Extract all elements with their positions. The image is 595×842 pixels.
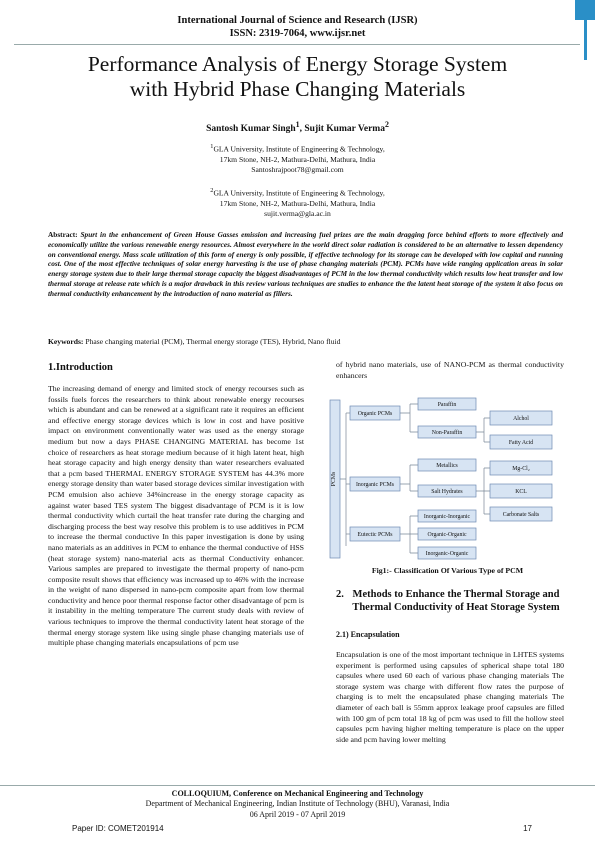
conference-dates: 06 April 2019 - 07 April 2019 (249, 809, 346, 819)
affiliation-1-email: Santoshrajpoot78@gmail.com (251, 164, 344, 174)
abstract-label: Abstract: (48, 230, 78, 239)
node-eutectic (350, 527, 400, 541)
keywords-text: Phase changing material (PCM), Thermal energy storage (TES), Hybrid, Nano fluid (85, 337, 341, 346)
node-kcl-label: KCL (515, 489, 527, 495)
node-salt-hydrates-label: Salt Hydrates (431, 489, 463, 495)
affiliation-2 (0, 186, 595, 219)
title-line-2: with Hybrid Phase Changing Materials (129, 77, 466, 101)
node-inorganic-organic-label: Inorganic-Organic (425, 551, 469, 557)
conference-department: Department of Mechanical Engineering, Indian Institute of Technology (BHU), Varanasi, India (145, 799, 450, 809)
page-info (72, 824, 532, 833)
node-eutectic-label: Eutectic PCMs (357, 532, 393, 538)
node-mgcl2 (490, 461, 552, 475)
affiliation-1-sup: 1 (210, 143, 214, 150)
edge-nonparaffin-children (476, 418, 490, 442)
node-inorganic-organic (418, 547, 476, 559)
figure-caption: Fig1:- Classification Of Various Type of PCM (371, 566, 524, 575)
paper-id: Paper ID: COMET201914 (72, 824, 164, 833)
author-2: , Sujit Kumar Verma (299, 124, 385, 135)
abstract-text: Spurt in the enhancement of Green House Gasses emission and increasing fuel prizes are the main dragging force behind efforts to more effectively and economically utilize the various renewable energy resources. Almost everywhere in the world direct solar radiation is considered to be an alternative to lessen dependency on conventional energy. Mass scale utilization of this form of energy is only possible, if effective technology for its storage can be developed with low capital and running cost. One of the most effective techniques of solar energy harvesting is the use of phase changing materials (PCM). PCMs have wide ranging application areas in solar energy storage system due to their large thermal storage capacity the biggest disadvantages of PCM in the low thermal conductivity which results low heat transfer and low thermal storage at release rate which is a major drawback in this review various techniques are studies to enhance the the latent heat storage of the system it also focus on thermal conductivity enhancement by the introduction of nano material as fillers. (48, 230, 563, 298)
affiliation-2-email: sujit.verma@gla.ac.in (264, 208, 331, 218)
section-2-number: 2. (336, 589, 344, 600)
node-organic-label: Organic PCMs (357, 411, 393, 417)
node-inorganic-inorganic-label: Inorganic-Inorganic (423, 514, 471, 520)
keywords-label: Keywords: (48, 337, 84, 346)
node-inorganic-label: Inorganic PCMs (355, 482, 395, 488)
section-2-1-heading: 2.1) Encapsulation (336, 630, 400, 639)
conference-name: COLLOQUIUM, Conference on Mechanical Engineering and Technology (171, 789, 424, 798)
intro-text: The increasing demand of energy and limited stock of energy recourses such as fossils fuels forces the researchers to think about renewable energy recourses which is abundant and can be renewed at a significant rate it requires an efficient and effective energy storage devices which is low in cost and have positive impact on environment conventionally water was used as the energy storage medium but now a days PHASE CHANGING MATERIAL has become 1st choice of researchers as heat storage medium because of it high latent heat, high heat storage capacity and high energy density than water researchers evaluated that a pcm based THERMAL ENERGY STORAGE SYSTEM has 44.3% more energy storage density than water based storage devices similar investigation with PCM emulsion also achieve 34%increase in the energy storage capacity as against water based TES system The biggest disadvantage of PCM is it is low thermal conductivity which curtail the heat transfer rate during the charging and discharging process the best way resolve this problem is to use additives in PCM to increase the thermal conductive In this paper investigation is done by using nano materials as an additives in PCM to enhance the thermal conductive of HSS (heat storage system) nano-material acts as thermal Conductivity enhancer. Various samples are prepared to investigate the thermal property of nano-pcm composite result shows that efficiency was increased up to 46% with the increase in the weight of nano dispersed in nano-pcm composite apart from low thermal conductivity and hence poor thermal response factor other disadvantage of pcm is it instability in the melting temperature The current study deals with review of various techniques to improve the thermal conductivity latent heat storage of the thermal energy storage system like using single phase changing materials use of multiple phase changing materials encapsulations of pcm use (48, 384, 304, 648)
journal-issn: ISSN: 2319-7064, www.ijsr.net (229, 28, 366, 39)
edge-inorganic-children (400, 465, 418, 491)
node-non-paraffin (418, 426, 476, 438)
journal-header (0, 14, 595, 40)
intro-continued: of hybrid nano materials, use of NANO-PCM as thermal conductivity enhancers (336, 360, 564, 380)
node-organic-organic-label: Organic-Organic (427, 532, 467, 538)
node-mgcl2-label: Mg-Cl₂ (512, 466, 530, 472)
affiliation-2-line2: 17km Stone, NH-2, Mathura-Delhi, Mathura, India (219, 198, 376, 208)
edge-eutectic-children (400, 516, 418, 553)
author-1: Santosh Kumar Singh (206, 124, 296, 135)
node-organic-organic (418, 528, 476, 540)
node-root (330, 400, 340, 558)
affiliation-2-line1: GLA University, Institute of Engineering & Technology, (213, 188, 385, 198)
node-fatty-acid-label: Fatty Acid (508, 440, 534, 446)
node-fatty-acid (490, 435, 552, 449)
affiliation-1-line2: 17km Stone, NH-2, Mathura-Delhi, Mathura, India (219, 154, 376, 164)
pcm-classification-diagram (328, 396, 568, 562)
node-carbonate-salts (490, 507, 552, 521)
node-paraffin-label: Paraffin (437, 402, 457, 408)
title-line-1: Performance Analysis of Energy Storage System (87, 52, 508, 76)
page-number: 17 (523, 824, 532, 833)
edge-organic-children (400, 404, 418, 432)
section-2-title: Methods to Enhance the Thermal Storage and Thermal Conductivity of Heat Storage System (352, 589, 560, 613)
conference-footer (0, 789, 595, 820)
node-inorganic-inorganic (418, 510, 476, 522)
node-metallics (418, 459, 476, 471)
affiliation-1 (0, 142, 595, 175)
node-organic (350, 406, 400, 420)
node-paraffin (418, 398, 476, 410)
author-1-sup: 1 (295, 120, 300, 129)
node-alchol (490, 411, 552, 425)
intro-heading: 1.Introduction (48, 362, 113, 373)
node-carbonate-salts-label: Carbonate Salts (502, 512, 540, 518)
node-root-label: PCMs (331, 471, 337, 487)
node-inorganic (350, 477, 400, 491)
node-kcl (490, 484, 552, 498)
node-non-paraffin-label: Non-Paraffin (431, 430, 463, 436)
edge-salt-children (476, 468, 490, 514)
affiliation-2-sup: 2 (210, 187, 214, 194)
node-salt-hydrates (418, 485, 476, 497)
author-list (0, 120, 595, 134)
node-metallics-label: Metallics (436, 463, 458, 469)
node-alchol-label: Alchol (513, 416, 529, 422)
paper-title (30, 52, 565, 102)
affiliation-1-line1: GLA University, Institute of Engineering & Technology, (213, 144, 385, 154)
abstract (48, 230, 563, 299)
keywords (48, 337, 563, 347)
footer-rule (0, 785, 595, 786)
section-2-heading (336, 589, 564, 614)
journal-name: International Journal of Science and Research (IJSR) (177, 15, 418, 26)
author-2-sup: 2 (384, 120, 389, 129)
section-2-1-text: Encapsulation is one of the most important technique in LHTES systems experiment is performed using capsules of spherical shape total 180 capsules where used 60 each of various phase changing materials The storage system was charge with different flow rates the purpose of charging is to melt the encapsulated phase changing materials The diameter of each ball is 55mm approx leakage proof capsules are filled with 100 gm of pcm total 18 kg of pcm was used to fill the hollow steel capsules pcm having higher melting temperature is place on the upper side and pcm having lower melting (336, 650, 564, 744)
header-rule (14, 44, 580, 45)
edge-root-trunk (340, 413, 346, 546)
